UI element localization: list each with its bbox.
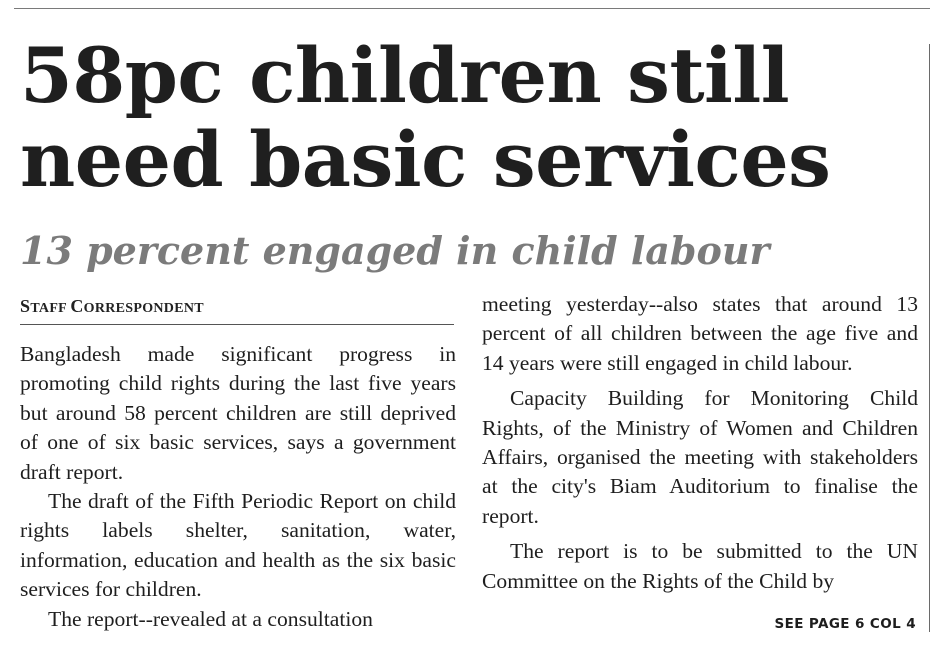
byline-rule bbox=[20, 324, 454, 325]
headline-line-2: need basic services bbox=[20, 115, 831, 204]
paragraph: meeting yesterday--also states that around 13 percent of all children between the age five and 14 years were still engaged in child labour. bbox=[482, 292, 918, 375]
byline-part-2: ORRESPONDENT bbox=[83, 301, 204, 316]
headline-line-1: 58pc children still bbox=[20, 31, 790, 120]
paragraph: Capacity Building for Monitoring Child Rights, of the Ministry of Women and Children Affairs, organised the meeting with stakeholders at the city's Biam Auditorium to finalise the report. bbox=[482, 386, 918, 528]
byline-part-1: TAFF bbox=[30, 301, 71, 316]
paragraph: The report is to be submitted to the UN Committee on the Rights of the Child by bbox=[482, 539, 918, 593]
column-rule bbox=[929, 44, 930, 632]
headline bbox=[20, 31, 920, 204]
top-rule bbox=[14, 8, 930, 9]
paragraph: Bangladesh made significant progress in promoting child rights during the last five years but around 58 percent children are still deprived of one of six basic services, says a government draft report. bbox=[20, 342, 456, 484]
article-column-1 bbox=[20, 340, 456, 634]
continuation-jump: SEE PAGE 6 COL 4 bbox=[774, 616, 916, 632]
byline-initial-2: C bbox=[70, 296, 84, 316]
article-column-2 bbox=[482, 290, 918, 596]
subheadline: 13 percent engaged in child labour bbox=[20, 228, 770, 273]
paragraph: The report--revealed at a consultation bbox=[48, 606, 373, 631]
byline bbox=[20, 296, 454, 317]
paragraph: The draft of the Fifth Periodic Report on child rights labels shelter, sanitation, water, information, education and health as the six basic services for children. bbox=[20, 489, 456, 602]
byline-initial-1: S bbox=[20, 296, 31, 316]
